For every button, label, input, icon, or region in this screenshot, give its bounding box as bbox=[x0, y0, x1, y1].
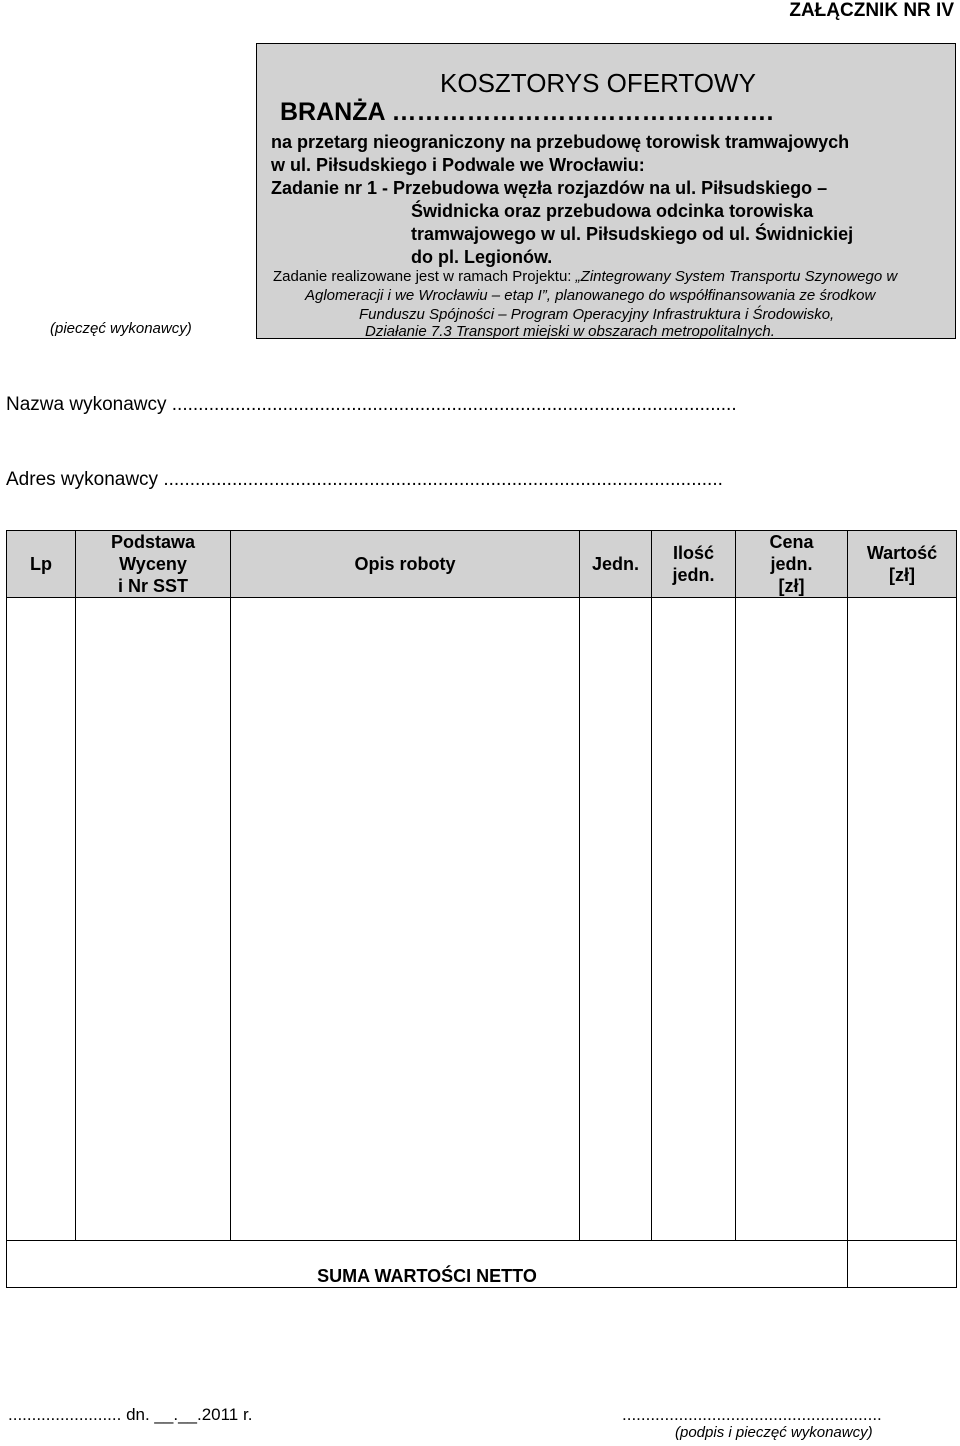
cell-unit[interactable] bbox=[580, 598, 652, 1241]
header-value bbox=[848, 531, 957, 598]
sum-value-cell[interactable] bbox=[848, 1241, 957, 1288]
header-basis-line: Wyceny bbox=[119, 554, 187, 574]
header-basis-line: i Nr SST bbox=[117, 576, 188, 596]
header-lp: Lp bbox=[7, 531, 76, 598]
branch-line: BRANŻA ………………………………………. bbox=[280, 98, 774, 126]
contractor-name-field: Nazwa wykonawcy ........................................................................................................... bbox=[6, 394, 737, 415]
project-line-3: Funduszu Spójności – Program Operacyjny Infrastruktura i Środowisko, bbox=[359, 306, 835, 323]
table-sum-row bbox=[7, 1241, 957, 1288]
cell-description[interactable] bbox=[231, 598, 580, 1241]
task-line-4: do pl. Legionów. bbox=[411, 247, 553, 267]
project-line-1-italic: „Zintegrowany System Transportu Szynowego w bbox=[575, 268, 898, 285]
signature-label: (podpis i pieczęć wykonawcy) bbox=[675, 1424, 873, 1441]
header-unit-price-line: [zł] bbox=[778, 576, 805, 596]
table-body-row bbox=[7, 598, 957, 1241]
project-line-1 bbox=[273, 268, 897, 285]
cell-basis[interactable] bbox=[76, 598, 231, 1241]
task-line-2: Świdnicka oraz przebudowa odcinka torowiska bbox=[411, 201, 814, 221]
header-quantity-line: jedn. bbox=[672, 565, 715, 585]
contractor-address-field: Adres wykonawcy .......................................................................................................... bbox=[6, 469, 723, 490]
header-unit-price bbox=[736, 531, 848, 598]
header-value-line: [zł] bbox=[889, 565, 915, 585]
project-line-2: Aglomeracji i we Wrocławiu – etap I”, planowanego do współfinansowania ze środkow bbox=[305, 287, 876, 304]
header-unit-price-line: Cena bbox=[769, 532, 814, 552]
header-basis bbox=[76, 531, 231, 598]
cell-quantity[interactable] bbox=[652, 598, 736, 1241]
tender-line-1: na przetarg nieograniczony na przebudowę torowisk tramwajowych bbox=[271, 132, 850, 152]
tender-line-2: w ul. Piłsudskiego i Podwale we Wrocławiu: bbox=[271, 155, 645, 175]
cell-unit-price[interactable] bbox=[736, 598, 848, 1241]
header-quantity bbox=[652, 531, 736, 598]
header-description: Opis roboty bbox=[231, 531, 580, 598]
project-line-1-plain: Zadanie realizowane jest w ramach Projektu: bbox=[273, 268, 576, 285]
header-quantity-line: Ilość bbox=[672, 543, 715, 563]
table-header-row bbox=[7, 531, 957, 598]
signature-line: ....................................................... bbox=[622, 1405, 882, 1424]
document-title: KOSZTORYS OFERTOWY bbox=[440, 68, 756, 98]
project-line-4: Działanie 7.3 Transport miejski w obszarach metropolitalnych. bbox=[365, 323, 775, 340]
date-line: ........................ dn. __.__.2011 r. bbox=[8, 1405, 253, 1424]
header-value-line: Wartość bbox=[866, 543, 938, 563]
cost-estimate-table bbox=[6, 530, 957, 1288]
task-line-3: tramwajowego w ul. Piłsudskiego od ul. Świdnickiej bbox=[411, 224, 854, 244]
header-unit: Jedn. bbox=[580, 531, 652, 598]
attachment-label: ZAŁĄCZNIK NR IV bbox=[789, 0, 954, 21]
header-basis-line: Podstawa bbox=[110, 532, 196, 552]
sum-label: SUMA WARTOŚCI NETTO bbox=[7, 1241, 848, 1288]
task-line-1: Zadanie nr 1 - Przebudowa węzła rozjazdów na ul. Piłsudskiego – bbox=[271, 178, 828, 198]
stamp-label: (pieczęć wykonawcy) bbox=[50, 320, 192, 337]
cell-value[interactable] bbox=[848, 598, 957, 1241]
header-unit-price-line: jedn. bbox=[770, 554, 813, 574]
cell-lp[interactable] bbox=[7, 598, 76, 1241]
